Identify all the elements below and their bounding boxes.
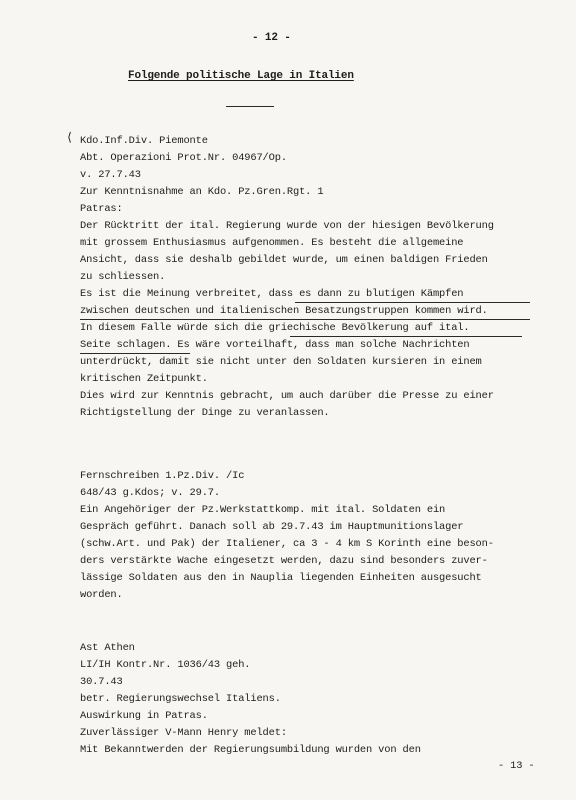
section3-line: LI/IH Kontr.Nr. 1036/43 geh. bbox=[80, 659, 251, 671]
section3-line: betr. Regierungswechsel Italiens. bbox=[80, 693, 281, 705]
section2-line: Ein Angehöriger der Pz.Werkstattkomp. mit ital. Soldaten ein bbox=[80, 504, 446, 516]
document-title: Folgende politische Lage in Italien bbox=[128, 70, 354, 82]
section1-line: kritischen Zeitpunkt. bbox=[80, 373, 208, 385]
section1-line: v. 27.7.43 bbox=[80, 169, 141, 181]
section2-line: 648/43 g.Kdos; v. 29.7. bbox=[80, 487, 220, 499]
underline-mark bbox=[80, 353, 190, 354]
section1-line: Ansicht, dass sie deshalb gebildet wurde, um einen baldigen Frieden bbox=[80, 254, 488, 266]
section1-line: Es ist die Meinung verbreitet, dass es dann zu blutigen Kämpfen bbox=[80, 288, 464, 300]
page-number-bottom: - 13 - bbox=[498, 760, 535, 772]
section1-line: Kdo.Inf.Div. Piemonte bbox=[80, 135, 208, 147]
section1-line: Richtigstellung der Dinge zu veranlassen. bbox=[80, 407, 330, 419]
section2-line: Gespräch geführt. Danach soll ab 29.7.43 im Hauptmunitionslager bbox=[80, 521, 464, 533]
section3-line: Auswirkung in Patras. bbox=[80, 710, 208, 722]
section1-line: Zur Kenntnisnahme an Kdo. Pz.Gren.Rgt. 1 bbox=[80, 186, 324, 198]
section1-line: In diesem Falle würde sich die griechische Bevölkerung auf ital. bbox=[80, 322, 470, 334]
section1-line: mit grossem Enthusiasmus aufgenommen. Es besteht die allgemeine bbox=[80, 237, 464, 249]
section3-line: Zuverlässiger V-Mann Henry meldet: bbox=[80, 727, 287, 739]
title-divider bbox=[226, 106, 274, 107]
section1-line: Dies wird zur Kenntnis gebracht, um auch darüber die Presse zu einer bbox=[80, 390, 494, 402]
section1-line: Seite schlagen. Es wäre vorteilhaft, dass man solche Nachrichten bbox=[80, 339, 470, 351]
section1-line: Abt. Operazioni Prot.Nr. 04967/Op. bbox=[80, 152, 287, 164]
section2-line: worden. bbox=[80, 589, 123, 601]
section1-line: zwischen deutschen und italienischen Besatzungstruppen kommen wird. bbox=[80, 305, 488, 317]
margin-bracket-mark: ⟨ bbox=[66, 131, 74, 145]
section3-line: Ast Athen bbox=[80, 642, 135, 654]
underline-mark bbox=[80, 319, 530, 320]
page-number-top: - 12 - bbox=[252, 32, 291, 44]
section2-line: ders verstärkte Wache eingesetzt werden, dazu sind besonders zuver- bbox=[80, 555, 488, 567]
underline-mark bbox=[290, 336, 522, 337]
section1-line: unterdrückt, damit sie nicht unter den Soldaten kursieren in einem bbox=[80, 356, 482, 368]
section2-line: (schw.Art. und Pak) der Italiener, ca 3 - 4 km S Korinth eine beson- bbox=[80, 538, 494, 550]
section3-line: Mit Bekanntwerden der Regierungsumbildung wurden von den bbox=[80, 744, 421, 756]
section2-line: Fernschreiben 1.Pz.Div. /Ic bbox=[80, 470, 245, 482]
section2-line: lässige Soldaten aus den in Nauplia liegenden Einheiten ausgesucht bbox=[80, 572, 482, 584]
underline-mark bbox=[295, 302, 530, 303]
section1-line: Der Rücktritt der ital. Regierung wurde von der hiesigen Bevölkerung bbox=[80, 220, 494, 232]
section3-line: 30.7.43 bbox=[80, 676, 123, 688]
section1-line: zu schliessen. bbox=[80, 271, 166, 283]
section1-line: Patras: bbox=[80, 203, 123, 215]
